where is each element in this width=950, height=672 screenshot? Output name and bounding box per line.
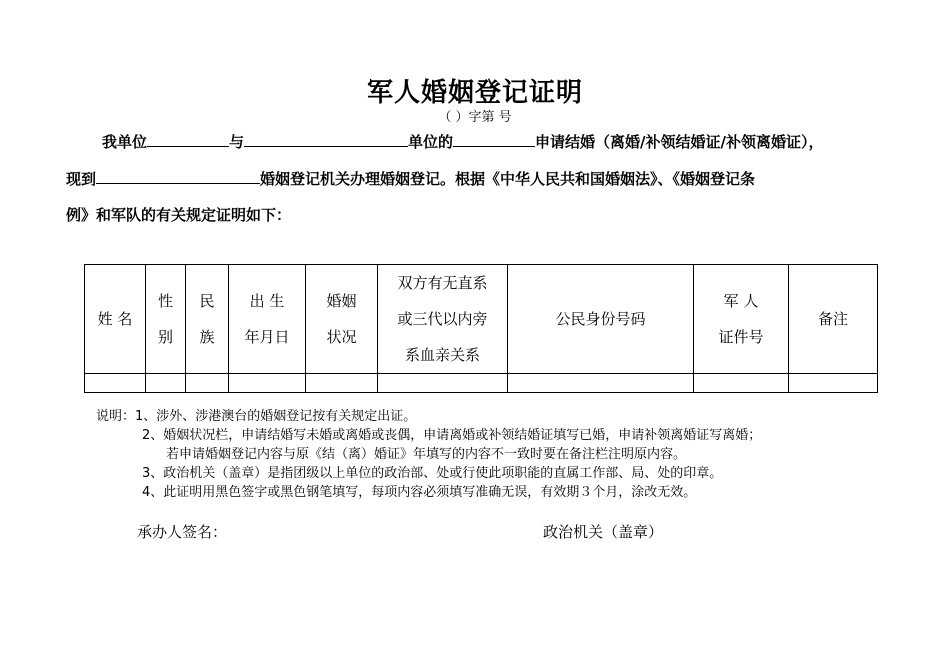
cell-gender[interactable]	[146, 374, 186, 393]
registry-blank[interactable]	[96, 169, 260, 184]
header-birthdate: 出 生 年月日	[229, 265, 306, 374]
table-row	[85, 374, 878, 393]
body-text: 现到	[66, 170, 97, 188]
header-ethnicity: 民 族	[186, 265, 229, 374]
other-unit-blank[interactable]	[453, 132, 535, 147]
header-remark: 备注	[789, 265, 878, 374]
cell-marital-status[interactable]	[306, 374, 378, 393]
cell-remark[interactable]	[789, 374, 878, 393]
unit-blank[interactable]	[147, 132, 229, 147]
header-marital-status: 婚姻 状况	[306, 265, 378, 374]
note-3: 3、政治机关（盖章）是指团级以上单位的政治部、处或行使此项职能的直属工作部、局、处的印章。	[142, 466, 723, 481]
header-id-number: 公民身份号码	[508, 265, 694, 374]
note-1: 说明：1、涉外、涉港澳台的婚姻登记按有关规定出证。	[96, 409, 417, 424]
info-table	[84, 264, 878, 393]
document-number: （ ）字第 号	[438, 110, 512, 125]
header-gender: 性 别	[146, 265, 186, 374]
note-2: 2、婚姻状况栏，申请结婚写未婚或离婚或丧偶，申请离婚或补领结婚证填写已婚，申请补领离婚证写离婚；	[142, 428, 762, 443]
header-kinship: 双方有无直系 或三代以内旁 系血亲关系	[378, 265, 508, 374]
table-header-row	[85, 265, 878, 374]
person-blank[interactable]	[244, 132, 408, 147]
header-name: 姓 名	[85, 265, 146, 374]
body-line-1	[66, 132, 911, 152]
body-line-2	[66, 169, 911, 189]
body-text: 与	[229, 133, 245, 151]
document-title: 军人婚姻登记证明	[366, 78, 583, 108]
cell-kinship[interactable]	[378, 374, 508, 393]
body-text: 婚姻登记机关办理婚姻登记。根据《中华人民共和国婚姻法》、《婚姻登记条	[260, 170, 756, 188]
body-text: 单位的	[408, 133, 454, 151]
cell-military-id[interactable]	[694, 374, 789, 393]
header-military-id: 军 人 证件号	[694, 265, 789, 374]
seal-label: 政治机关（盖章）	[543, 523, 664, 541]
body-text: 申请结婚（离婚/补领结婚证/补领离婚证），	[535, 133, 824, 151]
cell-birthdate[interactable]	[229, 374, 306, 393]
body-text: 我单位	[102, 133, 148, 151]
handler-signature-label: 承办人签名：	[137, 523, 228, 541]
body-line-3: 例》和军队的有关规定证明如下：	[66, 206, 292, 224]
cell-name[interactable]	[85, 374, 146, 393]
cell-ethnicity[interactable]	[186, 374, 229, 393]
notes-section	[96, 407, 916, 502]
note-2-continued: 若申请婚姻登记内容与原《结（离）婚证》年填写的内容不一致时要在备注栏注明原内容。	[166, 447, 687, 462]
note-4: 4、此证明用黑色签字或黑色钢笔填写，每项内容必须填写准确无误，有效期３个月，涂改无效。	[142, 485, 697, 500]
cell-id-number[interactable]	[508, 374, 694, 393]
